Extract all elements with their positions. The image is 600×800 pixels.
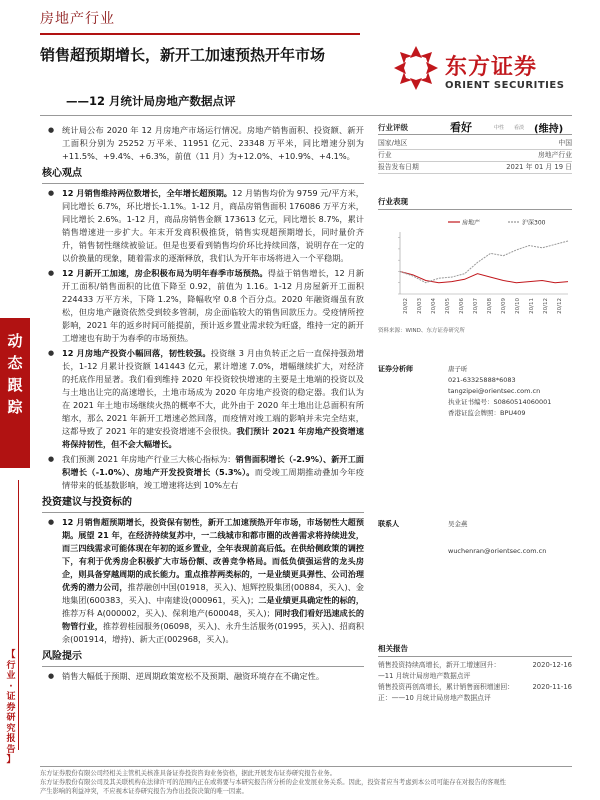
x-tick-label: 20/07 <box>473 298 479 314</box>
side-tab-char: 踪 <box>7 398 23 416</box>
info-value: 房地产行业 <box>538 151 572 159</box>
section-divider <box>42 512 364 513</box>
core-view-lead: 12 月房地产投资小幅回落，韧性较强。 <box>62 348 211 358</box>
info-key: 报告发布日期 <box>378 163 419 171</box>
side-footer-char: 券 <box>6 702 16 713</box>
x-tick-label: 20/03 <box>417 298 423 314</box>
analyst-cert-value: S0860514060001 <box>493 398 552 406</box>
related-heading: 相关报告 <box>378 643 572 657</box>
info-value: 2021 年 01 月 19 日 <box>506 163 572 171</box>
core-view-lead: 12 月新开工加速，房企积极布局为明年春季市场预热。 <box>62 268 268 278</box>
x-tick-label: 20/08 <box>487 298 493 314</box>
header-bottom-divider <box>40 115 572 116</box>
header-divider <box>40 33 360 35</box>
core-view-lead: 12 月销售维持两位数增长，全年增长超预期。 <box>62 188 232 198</box>
x-tick-label: 20/06 <box>459 298 465 314</box>
info-key: 行业 <box>378 151 392 159</box>
info-key: 国家/地区 <box>378 139 408 147</box>
analyst-name: 唐子昕 <box>448 365 468 373</box>
core-view-item <box>42 453 364 492</box>
report-subtitle: ——12 月统计局房地产数据点评 <box>66 94 236 108</box>
analyst-label: 证券分析师 <box>378 365 413 373</box>
investment-body2: 推荐万科 A(000002，买入)、保利地产(600048，买入)； <box>62 608 275 618</box>
related-item[interactable] <box>378 671 572 682</box>
risk-heading: 风险提示 <box>42 651 82 662</box>
rating-keep: (维持) <box>534 123 564 135</box>
info-row <box>378 150 572 161</box>
investment-lead2: 二是业绩更具确定性的标的， <box>258 595 364 605</box>
x-tick-label: 20/11 <box>529 298 535 314</box>
analyst-hk <box>448 408 551 419</box>
side-tab <box>0 318 30 468</box>
industry-label: 房地产行业 <box>40 11 115 27</box>
footer-line: 东方证券股份有限公司及其关联机构在法律许可的范围内正在或将要与本研究报告所分析的企业发展业务关系。因此，投资者应当考虑到本公司可能存在对报告的客观性 <box>40 779 506 786</box>
core-view-tail: 而受竣工周期推动叠加今年疫情带来的低基数影响，竣工增速将达到 10%左右 <box>62 467 364 490</box>
x-tick-label: 20/09 <box>501 298 507 314</box>
side-footer-char: 证 <box>6 692 16 702</box>
core-view-item <box>42 347 364 451</box>
contact-email[interactable]: wuchenran@orientsec.com.cn <box>448 547 547 555</box>
rating-bearish: 看淡 <box>514 124 525 131</box>
investment-paragraph <box>42 516 364 646</box>
related-item[interactable] <box>378 693 572 704</box>
investment-body: 推荐融创中国(01918，买入)、旭辉控股集团(00884，买入)、金地集团(600383，买入)、中南建设(000961，买入)； <box>62 582 364 605</box>
info-value: 中国 <box>558 139 572 147</box>
legend-label: 沪深300 <box>522 219 546 227</box>
side-footer-char: 【 <box>6 650 16 660</box>
side-vertical-line <box>18 480 19 750</box>
footer-line: 产生影响的利益冲突，不应视本证券研究报告为作出投资决策的唯一因素。 <box>40 788 248 795</box>
contact-name: 吴金燕 <box>448 520 468 528</box>
intro-text: 统计局公布 2020 年 12 月房地产市场运行情况。房地产销售面积、投资额、新开工面积分别为 25252 万平米、11951 亿元、23348 万平米，同比增速分别为+11.5%、+9.4%、+6.3%，前值（11 月）为+12.0%、+10.9%、+4.1%。 <box>62 125 364 161</box>
rating-label: 行业评级 <box>378 122 408 132</box>
right-column <box>378 120 572 704</box>
logo-text-cn: 东方证券 <box>445 55 538 80</box>
core-view-tail: 我们预计 2021 年房地产投资增速将保持韧性，但不会大幅增长。 <box>62 426 364 449</box>
disclaimer-footer <box>40 766 572 796</box>
related-item[interactable] <box>378 660 572 671</box>
analyst-email[interactable]: tangzipei@orientsec.com.cn <box>448 387 541 395</box>
analyst-cert-label: 执业证书编号： <box>448 398 494 406</box>
x-tick-label: 20/12 <box>543 298 549 314</box>
x-tick-label: 20/02 <box>403 298 409 314</box>
logo-text-en: ORIENT SECURITIES <box>445 80 565 91</box>
side-footer-char: 】 <box>6 755 16 765</box>
side-footer-label <box>4 650 18 766</box>
contact-block <box>378 519 572 530</box>
side-footer-char: 业 <box>6 671 16 681</box>
chart-source: 资料来源：WIND、东方证券研究所 <box>378 328 465 334</box>
side-tab-char: 态 <box>7 354 23 372</box>
series-line-real-estate <box>400 272 568 283</box>
related-title: 正：——10 月统计局房地产数据点评 <box>378 694 491 702</box>
related-item[interactable] <box>378 682 572 693</box>
footer-line: 东方证券股份有限公司经相关主管机关核准具备证券投资咨询业务资格，据此开展发布证券研究报告业务。 <box>40 770 336 777</box>
risk-text: 销售大幅低于预期、逆周期政策宽松不及预期、融资环境存在不确定性。 <box>62 671 325 681</box>
core-view-body: 得益于销售增长，12 月新开工面积/销售面积的比值下降至 0.92，前值为 1.16。1-12 月房屋新开工面积 224433 万平方米，下降 1.2%，降幅收窄 0.8 个百分点。2020 年融资端虽有放松，但房地产融资依然受到较多管制，房企面临较大的销售回款压力。受疫情所控影响，2021 年的返乡时间可能提前，预计返乡置业需求较为旺盛，维持一定的新开工增速也有助于为春季的市场预热。 <box>62 268 364 343</box>
performance-chart <box>378 214 572 322</box>
core-view-body: 12 月销售均价为 9759 元/平方米，同比增长 6.7%，环比增长-1.1%。1-12 月，商品房销售面积 176086 万平方米，同比增长 2.6%。1-12 月，商品房销售金额 173613 亿元，同比增长 8.7%，累计销售增速进一步扩大。年末开发商积极推货，销售实现超预期增长，同时量价齐升，销售韧性继续被验证。但是也要看到销售均价环比持续回落，说明存在一定的以价换量的现象，随着需求的逐渐释放，我们认为开年市场将进入一个平稳期。 <box>62 188 364 263</box>
rating-value: 看好 <box>450 121 472 134</box>
side-footer-char: 报 <box>6 734 16 744</box>
analyst-hk-value: BPU409 <box>500 409 526 417</box>
related-title: 销售投资持续高增长，新开工增速回升： <box>378 661 501 669</box>
analyst-cert <box>448 397 551 408</box>
related-title: —11 月统计局房地产数据点评 <box>378 672 471 680</box>
related-title: 销售投资再创高增长，累计销售面积增速回： <box>378 683 514 691</box>
investment-lead: 12 月销售超预期增长，投资保有韧性，新开工加速预热开年市场，市场韧性大超预期。展望 21 年，在经济持续复苏中，一二线城市和都市圈的改善需求将持续进发，而三四线需求可能体现在年初的返乡置业，全年表现前高后低。在供给侧政策的调控下，有利于优秀房企积极扩大市场份额、改善竞争格局。而低负债强运营的龙头房企，则具备穿越周期的成长能力。重点推荐两类标的，一是业绩更具弹性、公司治理优秀的潜力公司， <box>62 517 364 592</box>
contact-label: 联系人 <box>378 520 399 528</box>
x-tick-label: 20/05 <box>445 298 451 314</box>
side-footer-char: 行 <box>6 660 16 671</box>
analyst-hk-label: 香港证监会牌照： <box>448 409 500 417</box>
legend-label: 房地产 <box>462 219 481 227</box>
core-view-body: 投资继 3 月由负转正之后一直保持强劲增长，1-12 月累计投资额 141443 亿元，累计增速 7.0%，增幅继续扩大，对经济的托底作用显著。我们看到维持 2020 年投资较快增速的主要是土地端的投资以及与土地出让完的高速增长，土地市场成为 2020 年房地产投资的稳定器。我们认为在 2021 年土地市场继续火热的概率不大，此外由于 2020 年土地出让总面积有所缩水，那么 2021 年新开工增速必然回落，而疫情对竣工端的影响并未完全结束，这都导致了 2021 年的建安投资增速不会很快。 <box>62 348 364 436</box>
side-tab-char: 动 <box>7 332 23 350</box>
side-footer-char: 告 <box>6 744 16 755</box>
core-views-heading: 核心观点 <box>42 168 82 179</box>
x-tick-label: 20/10 <box>515 298 521 314</box>
side-footer-char: 究 <box>6 723 16 734</box>
core-view-item <box>42 267 364 345</box>
section-divider <box>42 666 364 667</box>
analyst-phone: 021-63325888*6083 <box>448 376 516 384</box>
intro-paragraph <box>42 124 364 163</box>
risk-paragraph <box>42 670 364 683</box>
core-view-body: 我们预测 2021 年房地产行业三大核心指标为： <box>62 454 236 464</box>
side-footer-char: 研 <box>6 713 16 723</box>
performance-heading: 行业表现 <box>378 196 572 210</box>
x-tick-label: 20/04 <box>431 298 437 314</box>
rating-row <box>378 120 572 135</box>
rating-neutral: 中性 <box>494 124 505 131</box>
core-view-bold: 销售面积增长（-2.9%）、新开工面积增长（-1.0%）、房地产开发投资增长（5.3%）。 <box>62 454 364 477</box>
side-footer-char: · <box>9 681 13 692</box>
x-tick-label: 20/12 <box>557 298 563 314</box>
info-row <box>378 162 572 173</box>
side-tab-char: 跟 <box>7 376 23 394</box>
related-date: 2020-11-16 <box>532 683 572 691</box>
info-row <box>378 138 572 149</box>
investment-body3: 推荐碧桂园服务(06098，买入)、永升生活服务(01995，买入)、招商积余(001914，增持)、新大正(002968，买入)。 <box>62 621 364 644</box>
core-view-item <box>42 187 364 265</box>
report-title: 销售超预期增长，新开工加速预热开年市场 <box>40 46 326 64</box>
analyst-block <box>378 364 572 419</box>
orient-logo-icon <box>392 44 440 92</box>
section-divider <box>42 183 364 184</box>
investment-lead3: 同时我们看好迅速成长的物管行业， <box>62 608 364 631</box>
related-date: 2020-12-16 <box>532 661 572 669</box>
main-column <box>42 124 364 685</box>
series-line-csi300 <box>400 241 568 283</box>
investment-heading: 投资建议与投资标的 <box>42 497 132 508</box>
